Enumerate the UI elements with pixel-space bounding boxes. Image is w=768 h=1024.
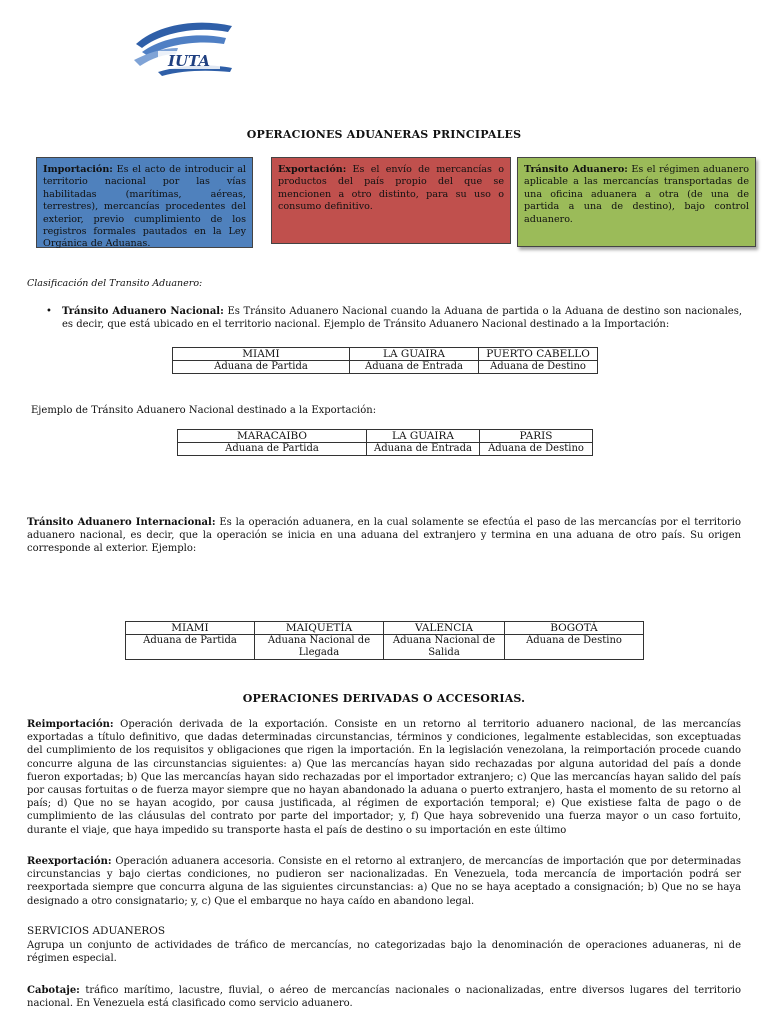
exportacion-example-label: Ejemplo de Tránsito Aduanero Nacional destinado a la Exportación: (31, 405, 377, 416)
internacional-paragraph (27, 516, 741, 556)
table-cell: Aduana de Entrada (350, 361, 479, 374)
table-header-cell: PUERTO CABELLO (479, 348, 598, 361)
table-cell: Aduana de Destino (480, 443, 593, 456)
table-header-cell: PARIS (480, 430, 593, 443)
table-header-cell: MAIQUETÍA (255, 622, 384, 635)
page-title: OPERACIONES ADUANERAS PRINCIPALES (246, 128, 522, 141)
importacion-text: Es el acto de introducir al territorio nacional por las vías habilitadas (marítimas, aéreas, terrestres), mercancías procedentes del exterior, previo cumplimiento de los registros formales pautados en la Ley Orgánica de Aduanas. (43, 164, 246, 250)
derivadas-title: OPERACIONES DERIVADAS O ACCESORIAS. (242, 692, 526, 705)
cabotaje-term: Cabotaje: (27, 985, 80, 996)
table-header-cell: MARACAIBO (178, 430, 367, 443)
reexportacion-term: Reexportación: (27, 856, 112, 867)
table-header-cell: LA GUAIRA (350, 348, 479, 361)
table-cell: Aduana de Partida (173, 361, 350, 374)
logo-graphic (128, 14, 240, 86)
iuta-logo (128, 14, 240, 86)
table-importacion (172, 347, 598, 374)
internacional-text: Es la operación aduanera, en la cual solamente se efectúa el paso de las mercancías por el territorio aduanero nacional, es decir, que la operación se inicia en una aduana del extranjero y termina en una aduana de otro país. Su origen corresponde al exterior. Ejemplo: (27, 517, 742, 555)
exportacion-term: Exportación: (278, 164, 347, 175)
table-cell: Aduana Nacional de Llegada (255, 635, 384, 660)
table-cell: Aduana de Destino (479, 361, 598, 374)
table-cell: Aduana de Destino (505, 635, 644, 660)
importacion-term: Importación: (43, 164, 113, 175)
table-cell: Aduana de Partida (126, 635, 255, 660)
table-internacional (125, 621, 644, 660)
table-header-cell: MIAMI (126, 622, 255, 635)
reexportacion-text: Operación aduanera accesoria. Consiste en el retorno al extranjero, de mercancías de importación que por determinadas circunstancias y bajo ciertas condiciones, no pudieron ser nacionalizadas. En Venezuela, toda mercancía de importación podrá ser reexportada siempre que concurra alguna de las siguientes circunstancias: a) Que no se haya aceptado a consignación; b) Que no se haya designado a otro consignatario; y, c) Que el embarque no haya caído en abandono legal. (27, 856, 741, 907)
servicios-text: Agrupa un conjunto de actividades de tráfico de mercancías, no categorizadas bajo la denominación de operaciones aduaneras, ni de régimen especial. (27, 940, 741, 965)
table-cell: Aduana Nacional de Salida (384, 635, 505, 660)
cabotaje-paragraph (27, 984, 741, 1010)
transito-term: Tránsito Aduanero: (524, 164, 628, 175)
nacional-text: Es Tránsito Aduanero Nacional cuando la Aduana de partida o la Aduana de destino son nacionales, es decir, que está ubicado en el territorio nacional. Ejemplo de Tránsito Aduanero Nacional destinado a la Importación: (62, 306, 743, 331)
clasificacion-label: Clasificación del Transito Aduanero: (27, 278, 203, 289)
reimportacion-text: Operación derivada de la exportación. Consiste en un retorno al territorio aduanero nacional, de las mercancías exportadas a título definitivo, que dadas determinadas circunstancias, términos y condiciones, legalmente establecidas, son exceptuadas del cumplimiento de los requisitos y obligaciones que rigen la importación. En la legislación venezolana, la reimportación procede cuando concurre alguna de las circunstancias siguientes: a) Que las mercancías hayan sido rechazadas por alguna autoridad del país a donde fueron exportadas; b) Que las mercancías hayan sido rechazadas por el importador extranjero; c) Que las mercancías hayan salido del país por causas fortuitas o de fuerza mayor siempre que no hayan abandonado la aduana o puerto extranjero, hasta el momento de su retorno al país; d) Que no se hayan acogido, por causa justificada, al régimen de exportación temporal; e) Que existiese falta de pago o de cumplimiento de las cláusulas del contrato por parte del importador; y, f) Que haya sobrevenido una fuerza mayor o un caso fortuito, durante el viaje, que haya impedido su transporte hasta el país de destino o su importación en este último (27, 719, 741, 836)
logo-text: IUTA (167, 52, 211, 70)
table-header-cell: BOGOTÁ (505, 622, 644, 635)
exportacion-text: Es el envío de mercancías o productos del país propio del que se mencionen a otro distinto, para su uso o consumo definitivo. (278, 164, 504, 213)
servicios-title: SERVICIOS ADUANEROS (27, 925, 166, 937)
table-exportacion (177, 429, 593, 456)
bullet-dot: • (46, 306, 52, 317)
internacional-term: Tránsito Aduanero Internacional: (27, 517, 216, 528)
reexportacion-paragraph (27, 855, 741, 908)
reimportacion-paragraph (27, 718, 741, 837)
table-header-cell: VALENCIA (384, 622, 505, 635)
reimportacion-term: Reimportación: (27, 719, 114, 730)
nacional-term: Tránsito Aduanero Nacional: (62, 306, 224, 317)
nacional-paragraph (62, 305, 742, 331)
exportacion-box (271, 157, 511, 244)
transito-box (517, 157, 756, 247)
importacion-box (36, 157, 253, 248)
table-cell: Aduana de Partida (178, 443, 367, 456)
table-header-cell: LA GUAIRA (367, 430, 480, 443)
table-header-cell: MIAMI (173, 348, 350, 361)
transito-text: Es el régimen aduanero aplicable a las mercancías transportadas de una oficina aduanera a otra (de una de partida a una de destino), bajo control aduanero. (524, 164, 750, 225)
table-cell: Aduana de Entrada (367, 443, 480, 456)
cabotaje-text: tráfico marítimo, lacustre, fluvial, o aéreo de mercancías nacionales o nacionalizadas, entre diversos lugares del territorio nacional. En Venezuela está clasificado como servicio aduanero. (27, 985, 741, 1010)
